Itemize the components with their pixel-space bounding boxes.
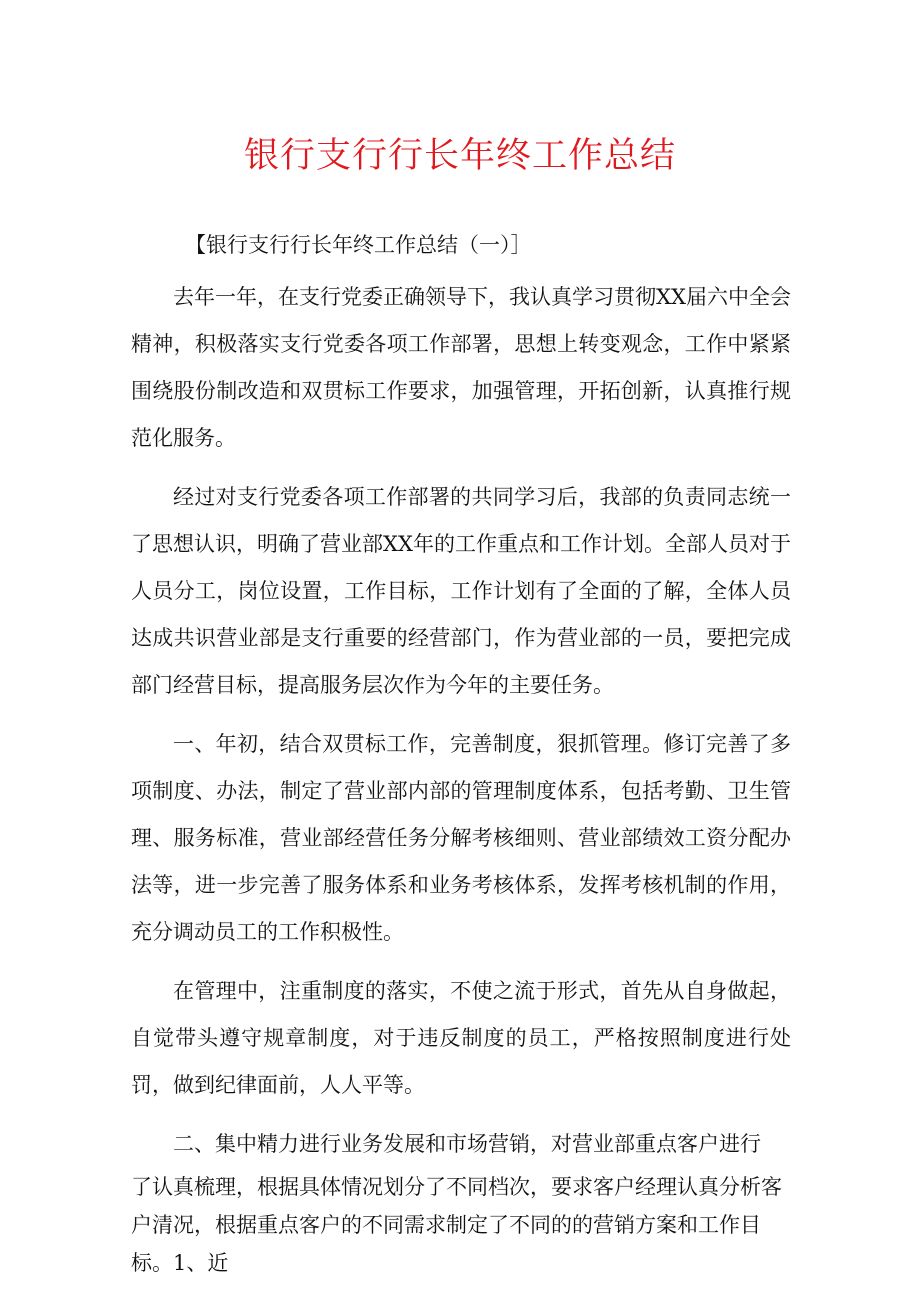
paragraph-2: 经过对支行党委各项工作部署的共同学习后，我部的负责同志统一了思想认识，明确了营业部XX年的工作重点和工作计划。全部人员对于人员分工，岗位设置，工作目标，工作计划有了全面的了解，全体人员达成共识营业部是支行重要的经营部门，作为营业部的一员，要把完成部门经营目标，提高服务层次作为今年的主要任务。 bbox=[131, 485, 791, 697]
paragraph-4: 在管理中，注重制度的落实，不使之流于形式，首先从自身做起，自觉带头遵守规章制度，对于违反制度的员工，严格按照制度进行处罚，做到纪律面前，人人平等。 bbox=[131, 979, 791, 1097]
document-body bbox=[131, 230, 791, 1282]
paragraph-3: 一、年初，结合双贯标工作，完善制度，狠抓管理。修订完善了多项制度、办法，制定了营业部内部的管理制度体系，包括考勤、卫生管理、服务标准，营业部经营任务分解考核细则、营业部绩效工资分配办法等，进一步完善了服务体系和业务考核体系，发挥考核机制的作用，充分调动员工的工作积极性。 bbox=[131, 732, 791, 944]
paragraph-1: 去年一年，在支行党委正确领导下，我认真学习贯彻XX届六中全会精神，积极落实支行党委各项工作部署，思想上转变观念，工作中紧紧围绕股份制改造和双贯标工作要求，加强管理，开拓创新，认真推行规范化服务。 bbox=[131, 285, 791, 450]
document-title: 银行支行行长年终工作总结 bbox=[243, 136, 676, 176]
section2-heading: 二、集中精力进行业务发展和市场营销，对营业部重点客户进行 bbox=[173, 1132, 761, 1156]
section-subtitle: 【银行支行行长年终工作总结（一）］ bbox=[185, 233, 532, 257]
section2-continuation: 了认真梳理，根据具体情况划分了不同档次，要求客户经理认真分析客户清况，根据重点客户的不同需求制定了不同的的营销方案和工作目标。1、近 bbox=[131, 1175, 782, 1275]
